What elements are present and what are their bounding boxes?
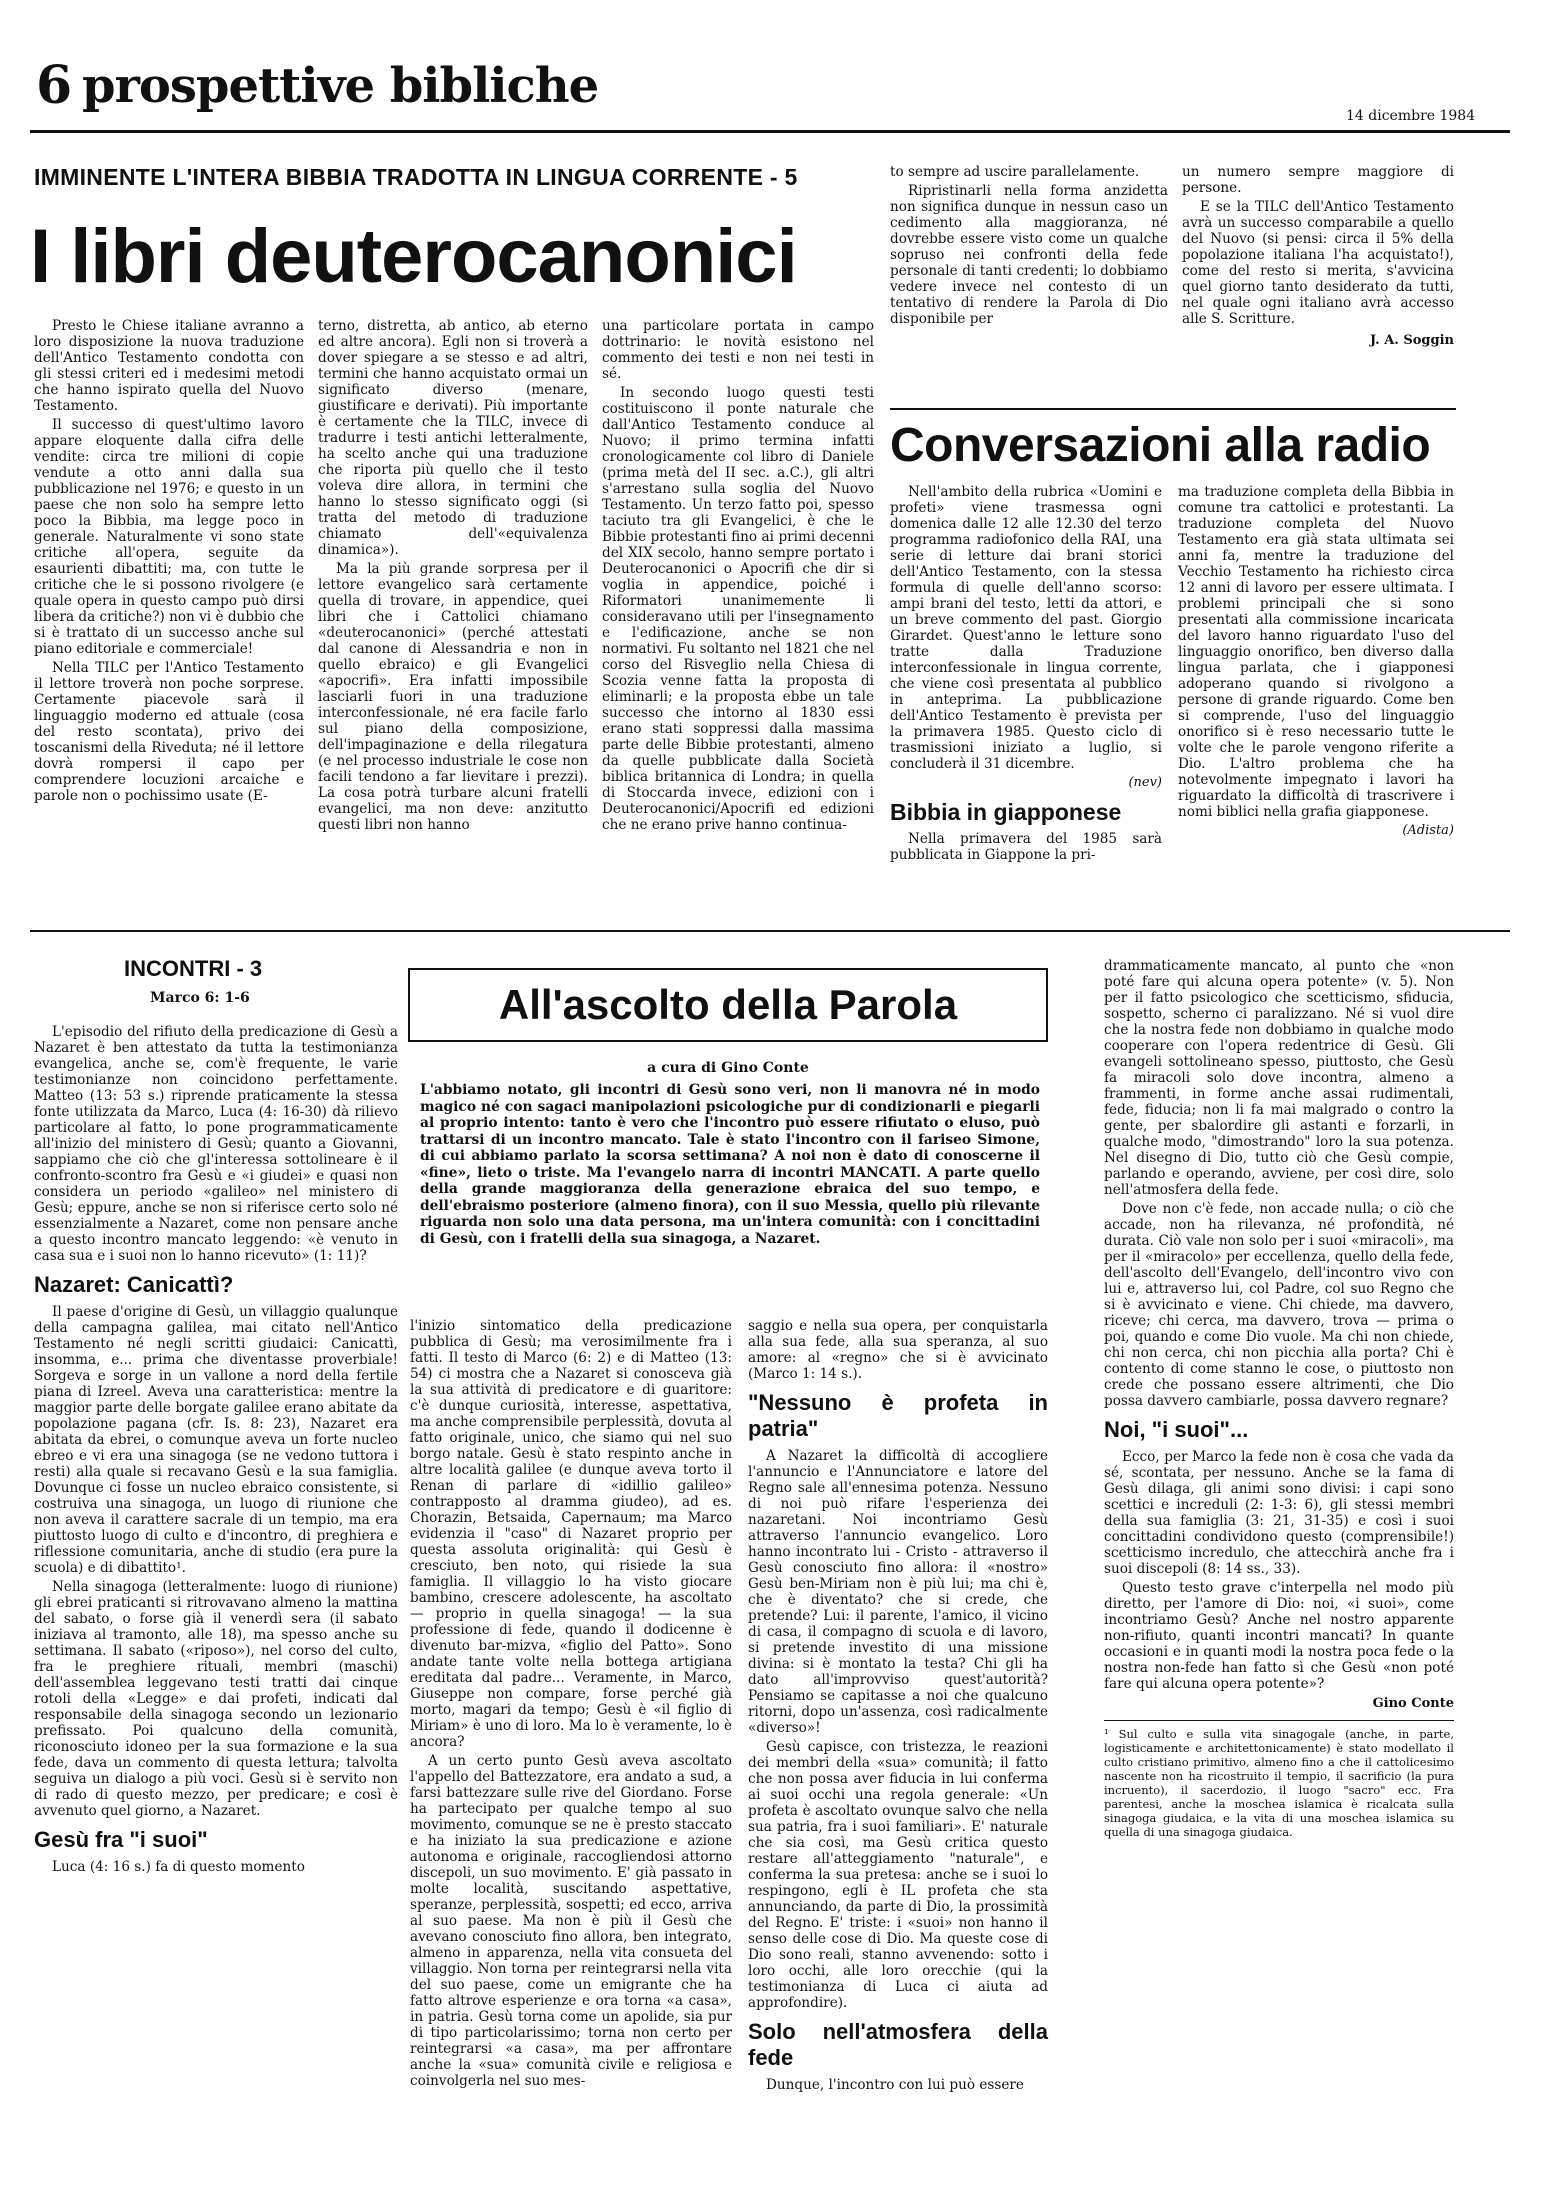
article3-kicker: INCONTRI - 3 bbox=[124, 956, 263, 981]
article3-subhead-atmosfera: Solo nell'atmosfera della fede bbox=[748, 2019, 1048, 2070]
article3-byline: a cura di Gino Conte bbox=[647, 1060, 809, 1076]
article1-col2: terno, distretta, ab antico, ab eterno ed altre ancora). Egli non si troverà a dover spiegare a se stesso e ad altri, termini che hanno acquistato ormai un significato diverso (menare, giustificare e derivati). Più importante è certamente che la TILC, invece di tradurre i testi antichi letteralmente, ha scelto anche qui una traduzione che riporta più quello che il testo voleva dire allora, in termini che hanno lo stesso significato oggi (si tratta del metodo di traduzione chiamato dell'«equivalenza dinamica»). Ma la più grande sorpresa per il lettore evangelico sarà certamente quella di trovare, in appendice, quei libri che i Cattolici chiamano «deuterocanonici» (perché attestati dal canone di Alessandria e non in quello ebraico) e gli Evangelici «apocrifi». Era infatti impossibile lasciarli fuori in una traduzione interconfessionale, né era facile farlo sul piano della composizione, dell'impaginazione e della rilegatura (e nel processo industriale le cose non facili tendono a far lievitare i prezzi). La cosa potrà turbare alcuni fratelli evangelici, ma non deve: anzitutto questi libri non hanno bbox=[318, 318, 588, 833]
series-kicker: IMMINENTE L'INTERA BIBBIA TRADOTTA IN LINGUA CORRENTE - 5 bbox=[34, 164, 798, 190]
page-number: 6 bbox=[36, 55, 73, 116]
article3-reference: Marco 6: 1-6 bbox=[150, 990, 250, 1006]
article3-footnote: ¹ Sul culto e sulla vita sinagogale (anche, in parte, logisticamente e architettonicamente) è stato modellato il culto cristiano primitivo, almeno fino a che il cattolicesimo nascente non ha ricostruito il tempio, il sacrificio (la pura incruento), il sacerdozio, il luogo "sacro" ecc. Fra parentesi, anche la moschea islamica è ricalcata sulla sinagoga giudaica, e la vita di una moschea islamica su quella di una sinagoga giudaica. bbox=[1104, 1727, 1454, 1839]
article3-signature: Gino Conte bbox=[1372, 1696, 1454, 1711]
section-title: prospettive bibliche bbox=[82, 58, 599, 114]
article2-subhead: Bibbia in giapponese bbox=[890, 799, 1122, 825]
article3-col4: drammaticamente mancato, al punto che «non poté fare qui alcuna opera potente» (v. 5). Non per il fatto psicologico che scetticismo, sfiducia, sospetto, scherno ci paralizzano. Né si vuol dire che la nostra fede non dobbiamo in qualche modo cooperare con l'opera redentrice di Gesù. Gli evangeli sottolineano spesso, piuttosto, che Gesù fa miracoli solo dove incontra, almeno a frammenti, in forme anche assai rudimentali, fede, fiducia; non li fa mai malgrado o contro la gente, per sbalordire gli astanti e forzarli, in qualche modo, "dimostrando" loro la sua potenza. Nel disegno di Dio, tutto ciò che Gesù compie, parlando e operando, avviene, per così dire, solo nell'atmosfera della fede. Dove non c'è fede, non accade nulla; o ciò che accade, non ha rilevanza, né profondità, né durata. Ciò vale non solo per i suoi «miracoli», ma per il «miracolo» per eccellenza, quello della fede, dell'ascolto dell'Evangelo, dell'incontro vivo con lui e, attraverso lui, col Padre, col suo Regno che si è avvicinato e viene. Chi chiede, ma davvero, riceve; chi cerca, ma davvero, trova — prima o poi, quando e come Dio vuole. Ma chi non chiede, chi non cerca, chi non picchia alla porta? Chi è contento di come stanno le cose, o piuttosto non crede che possano essere altrimenti, che Dio possa davvero cambiarle, possa davvero regnare? Noi, "i suoi"... Ecco, per Marco la fede non è cosa che vada da sé, scontata, per nessuno. Anche se la fama di Gesù dilaga, gli animi sono divisi: i capi sono scettici e increduli (2: 1-3: 6), gli stessi membri della sua famiglia (3: 21, 31-35) e così i suoi concittadini condividono questo (comprensibile!) scetticismo incredulo, che attecchirà anche fra i suoi discepoli (8: 14 ss., 33). Questo testo grave c'interpella nel modo più diretto, per l'amore di Dio: noi, «i suoi», come incontriamo Gesù? Anche nel nostro apparente non-rifiuto, quanti incontri mancati? In quante occasioni e in quanti modi la nostra poca fede o la nostra non-fede han fatto sì che Gesù «non poté fare qui alcuna opera potente»? Gino Conte ¹ Sul culto e sulla vita sinagogale (anche, in parte, logisticamente e architettonicamente) è stato modellato il culto cristiano primitivo, almeno fino a che il cattolicesimo nascente non ha ricostruito il tempio, il sacrificio (la pura incruento), il sacerdozio, il luogo "sacro" ecc. Fra parentesi, anche la moschea islamica è ricalcata sulla sinagoga giudaica, e la vita di una moschea islamica su quella di una sinagoga giudaica. bbox=[1104, 958, 1454, 1839]
article3-subhead-gesu: Gesù fra "i suoi" bbox=[34, 1827, 208, 1852]
issue-date: 14 dicembre 1984 bbox=[1346, 108, 1476, 124]
footnote-rule bbox=[1104, 1720, 1454, 1721]
article1-col5: un numero sempre maggiore di persone. E se la TILC dell'Antico Testamento avrà un successo comparabile a quello del Nuovo (si pensi: circa il 5% della popolazione italiana l'ha acquistato!), come del resto si merita, s'avvicina quel giorno tanto desiderato da tutti, nel quale ogni italiano avrà accesso alle S. Scritture. J. A. Soggin bbox=[1182, 164, 1454, 348]
article2-col2: ma traduzione completa della Bibbia in comune tra cattolici e protestanti. La traduzione completa del Nuovo Testamento era già stata ultimata sei anni fa, mentre la traduzione del Vecchio Testamento ha richiesto circa 12 anni di lavoro per essere ultimata. I problemi principali che si sono presentati alla commissione incaricata del lavoro hanno riguardato l'uso del linguaggio onorifico, ben diverso dalla lingua parlata, che i giapponesi adoperano quando si rivolgono a persone di grande riguardo. Come ben si comprende, l'uso del linguaggio onorifico si è reso necessario tutte le volte che le parole vengono riferite a Dio. L'altro problema che ha notevolmente impegnato i lavori ha riguardato la difficoltà di trascrivere i nomi biblici nella grafia giapponese. (Adista) bbox=[1178, 484, 1454, 838]
article2-signature-adista: (Adista) bbox=[1402, 823, 1454, 838]
article1-col4: to sempre ad uscire parallelamente. Ripristinarli nella forma anzidetta non significa dunque in nessun caso un cedimento alla maggioranza, né dovrebbe essere visto come un qualche sopruso nei confronti della fede personale di tanti credenti; lo dobbiamo vedere invece nel contesto di un tentativo di rendere la Parola di Dio disponibile per bbox=[890, 164, 1168, 327]
article1-col1: Presto le Chiese italiane avranno a loro disposizione la nuova traduzione dell'Antico Testamento condotta con gli stessi criteri ed i medesimi metodi che hanno ispirato quella del Nuovo Testamento. Il successo di quest'ultimo lavoro appare eloquente dalla cifra delle vendite: circa tre milioni di copie vendute a otto anni dalla sua pubblicazione nel 1976; e questo in un paese che non solo ha sempre letto poco la Bibbia, ma legge poco in generale. Naturalmente vi sono state critiche all'opera, seguite da esaurienti dibattiti; ma, con tutte le critiche che le si possono rivolgere (e quale opera in questo campo può dirsi libera da critiche?) non vi è dubbio che si è trattato di un successo anche sul piano editoriale e commerciale! Nella TILC per l'Antico Testamento il lettore troverà non poche sorprese. Certamente piacevole sarà il linguaggio moderno ed attuale (cosa del resto scontata), privo dei toscanismi della Riveduta; né il lettore dovrà rompersi il capo per comprendere locuzioni arcaiche e parole non o pochissimo usate (E- bbox=[34, 318, 304, 804]
article3-col1: L'episodio del rifiuto della predicazione di Gesù a Nazaret è ben attestato da tutta la testimonianza evangelica, anche se, com'è frequente, le varie testimonianze non coincidono perfettamente. Matteo (13: 53 s.) riprende praticamente la stessa fonte utilizzata da Marco, Luca (4: 16-30) dà rilievo particolare al fatto, lo pone programmaticamente all'inizio del ministero di Gesù; quanto a Giovanni, sappiamo che ciò che gl'interessa sottolineare è il confronto-scontro fra Gesù e «i giudei» e quasi non considera un periodo «galileo» nel ministero di Gesù; eppure, anche se non si riferisce certo solo né essenzialmente a Nazaret, come non pensare anche a questo incontro mancato leggendo: «è venuto in casa sua e i suoi non lo hanno ricevuto» (1: 11)? Nazaret: Canicattì? Il paese d'origine di Gesù, un villaggio qualunque della campagna galilea, mai citato nell'Antico Testamento né negli scritti giudaici: Canicattì, insomma, e... prima che diventasse proverbiale! Sorgeva e sorge in un vallone a nord della fertile piana di Izreel. Aveva una caratteristica: mentre la maggior parte delle borgate galilee erano abitate da popolazione pagana (cfr. Is. 8: 23), Nazaret era abitata da ebrei, o comunque aveva un forte nucleo ebreo e vi era una sinagoga (se ne vedono tuttora i resti) alla quale si recavano Gesù e la sua famiglia. Dovunque ci fosse un nucleo ebraico consistente, si costruiva una sinagoga, un luogo di riunione che non aveva il carattere sacrale di un tempio, ma era piuttosto luogo di culto e d'incontro, di preghiera e riflessione comunitaria, anche di studio (era pure la scuola) e di dibattito¹. Nella sinagoga (letteralmente: luogo di riunione) gli ebrei praticanti si ritrovavano almeno la mattina del sabato, o forse già il venerdì sera (il sabato iniziava al tramonto, alle 18), ma spesso anche su settimana. Il sabato («riposo»), nel corso del culto, fra le preghiere rituali, membri (maschi) dell'assemblea leggevano testi tratti dai cinque rotoli della «Legge» e dai profeti, indicati dal responsabile della sinagoga secondo un lezionario prefissato. Poi qualcuno della comunità, riconosciuto idoneo per la sua formazione e la sua fede, dava un commento di questa lettura; talvolta seguiva un dialogo a più voci. Gesù si è servito non di rado di questo mezzo, per predicare; e così è avvenuto quel giorno, a Nazaret. Gesù fra "i suoi" Luca (4: 16 s.) fa di questo momento bbox=[34, 1024, 398, 1875]
article2-col1: Nell'ambito della rubrica «Uomini e profeti» viene trasmessa ogni domenica dalle 12 alle 12.30 del terzo programma radiofonico della RAI, una serie di letture dai brani storici dell'Antico Testamento, con la stessa formula di quelle dell'anno scorso: ampi brani del testo, letti da attori, e un breve commento del past. Giorgio Girardet. Quest'anno le letture sono tratte dalla Traduzione interconfessionale in lingua corrente, che viene così presentata al pubblico in anteprima. La pubblicazione dell'Antico Testamento è prevista per la primavera 1985. Questo ciclo di trasmissioni iniziato a luglio, si concluderà il 31 dicembre. (nev) Bibbia in giapponese Nella primavera del 1985 sarà pubblicata in Giappone la pri- bbox=[890, 484, 1162, 863]
article3-subhead-noi: Noi, "i suoi"... bbox=[1104, 1417, 1249, 1442]
article3-subhead-nazaret: Nazaret: Canicattì? bbox=[34, 1272, 234, 1297]
article3-col2: l'inizio sintomatico della predicazione pubblica di Gesù; ma verosimilmente fra i fatti. Il testo di Marco (6: 2) e di Matteo (13: 54) ci mostra che a Nazaret si conosceva già la sua attività di predicatore e di guaritore: c'è dunque curiosità, interesse, aspettativa, ma anche comprensibile perplessità, dovuta al fatto originale, unico, che siamo qui nel suo borgo natale. Gesù è stato respinto anche in altre località galilee (e dunque aveva torto il Renan di parlare di «idillio galileo» contrapposto al dramma giudeo), ad es. Chorazin, Betsaida, Capernaum; ma Marco evidenzia il "caso" di Nazaret proprio per questa assoluta originalità: qui Gesù è cresciuto, ben noto, qui risiede la sua famiglia. Il villaggio lo ha visto giocare bambino, crescere adolescente, ha ascoltato — proprio in quella sinagoga! — la sua professione di fede, quando il dodicenne è divenuto bar-mizva, «figlio del Patto». Sono andate tante volte nella bottega artigiana ereditata dal padre... Veramente, in Marco, Giuseppe non compare, forse perché già morto, magari da tempo; Gesù è «il figlio di Miriam» è uno di loro. Ma lo è veramente, lo è ancora? A un certo punto Gesù aveva ascoltato l'appello del Battezzatore, era andato a sud, a farsi battezzare sulle rive del Giordano. Forse ha partecipato per qualche tempo al suo movimento, comunque se ne è presto staccato e ha iniziato la sua predicazione e azione autonoma e originale, raccogliendosi attorno discepoli, un suo movimento. E' già passato in molte località, suscitando aspettative, speranze, perplessità, sospetti; ed ecco, arriva al suo paese. Ma non è più il Gesù che avevano conosciuto fino allora, ben integrato, almeno in apparenza, nella vita consueta del villaggio. Non torna per reintegrarsi nella vita del suo paese, come un emigrante che ha fatto altrove esperienze e ora torna «a casa», in patria. Gesù torna come un apolide, sia pur di tipo particolarissimo; torna non certo per reintegrarsi «a casa», ma per affrontare anche la «sua» comunità civile e religiosa e coinvolgerla nel suo mes- bbox=[410, 1318, 732, 2089]
article2-headline: Conversazioni alla radio bbox=[890, 419, 1431, 472]
article3-col3: saggio e nella sua opera, per conquistarla alla sua fede, alla sua speranza, al suo amore: al «regno» che si è avvicinato (Marco 1: 14 s.). "Nessuno è profeta in patria" A Nazaret la difficoltà di accogliere l'annuncio e l'Annunciatore e latore del Regno sale all'ennesima potenza. Nessuno di noi può rifare l'esperienza dei nazaretani. Noi incontriamo Gesù attraverso l'annuncio evangelico. Loro hanno incontrato lui - Cristo - attraverso il Gesù conosciuto fino allora: il «nostro» Gesù ben-Miriam non è più lui; ma chi è, che è diventato? che si crede, che pretende? Lui: il parente, l'amico, il vicino di casa, il compagno di scuola e di lavoro, si pretende investito di una missione divina: si è montato la testa? Chi gli ha dato all'improvviso quest'autorità? Pensiamo se capitasse a noi che qualcuno ritorni, dopo un'assenza, così radicalmente «diverso»! Gesù capisce, con tristezza, le reazioni dei membri della «sua» comunità; il fatto che non possa aver fiducia in lui conferma ai suoi occhi una regola generale: «Un profeta è ascoltato ovunque salvo che nella sua patria, fra i suoi familiari». E' naturale che sia così, ma Gesù critica questo restare all'atteggiamento "naturale", e conferma la sua pretesa: anche se i suoi lo respingono, egli è IL profeta che sta annunciando, da parte di Dio, la prossimità del Regno. E' triste: i «suoi» non hanno il senso delle cose di Dio. Ma queste cose di Dio sono reali, stanno avvenendo: sotto i loro occhi, alle loro orecchie (qui la testimonianza di Luca ci aiuta ad approfondire). Solo nell'atmosfera della fede Dunque, l'incontro con lui può essere bbox=[748, 1318, 1048, 2093]
article3-headline: All'ascolto della Parola bbox=[498, 981, 958, 1028]
article2-top-rule bbox=[890, 408, 1456, 410]
masthead-rule bbox=[30, 130, 1510, 133]
section-divider bbox=[30, 930, 1510, 932]
article3-subhead-profeta: "Nessuno è profeta in patria" bbox=[748, 1390, 1048, 1441]
article3-lead: L'abbiamo notato, gli incontri di Gesù sono veri, non li manovra né in modo magico né con sagaci manipolazioni psicologiche pur di condizionarli e piegarli al proprio intento: tanto è vero che l'incontro può essere rifiutato o eluso, può trattarsi di un incontro mancato. Tale è stato l'incontro con il fariseo Simone, di cui abbiamo parlato la scorsa settimana? A noi non è dato di conoscerne il «fine», lieto o triste. Ma l'evangelo narra di incontri MANCATI. A parte quello della grande maggioranza della generazione ebraica del suo tempo, e dell'ebraismo posteriore (almeno finora), con il suo Messia, quello più rilevante riguarda non solo una data persona, ma un'intera comunità: con i concittadini di Gesù, con i fratelli della sua sinagoga, a Nazaret. bbox=[420, 1082, 1040, 1247]
article1-signature: J. A. Soggin bbox=[1370, 333, 1454, 348]
article2-signature-nev: (nev) bbox=[1128, 775, 1162, 790]
article1-headline: I libri deuterocanonici bbox=[30, 214, 797, 299]
article1-col3: una particolare portata in campo dottrinario: le novità esistono nel commento dei testi e non nei testi in sé. In secondo luogo questi testi costituiscono il ponte naturale che dall'Antico Testamento conduce al Nuovo; il primo termina infatti cronologicamente col libro di Daniele (prima metà del II sec. a.C.), gli altri s'arrestano sulla soglia del Nuovo Testamento. Un terzo fatto poi, spesso taciuto tra gli Evangelici, è che le Bibbie protestanti fino ai primi decenni del XIX secolo, hanno sempre portato i Deuterocanonici o Apocrifi che dir si voglia in appendice, poiché i Riformatori unanimemente li consideravano utili per l'insegnamento e l'edificazione, anche se non normativi. Fu soltanto nel 1821 che nel corso del Risveglio nella Chiesa di Scozia venne fatta la proposta di eliminarli; e la proposta ebbe un tale successo che intorno al 1830 essi erano stati soppressi dalla massima parte delle Bibbie protestanti, almeno da quelle pubblicate dalla Società biblica britannica di Londra; in quella di Stoccarda invece, edizioni con i Deuterocanonici/Apocrifi ed edizioni che ne erano prive hanno continua- bbox=[602, 318, 874, 833]
